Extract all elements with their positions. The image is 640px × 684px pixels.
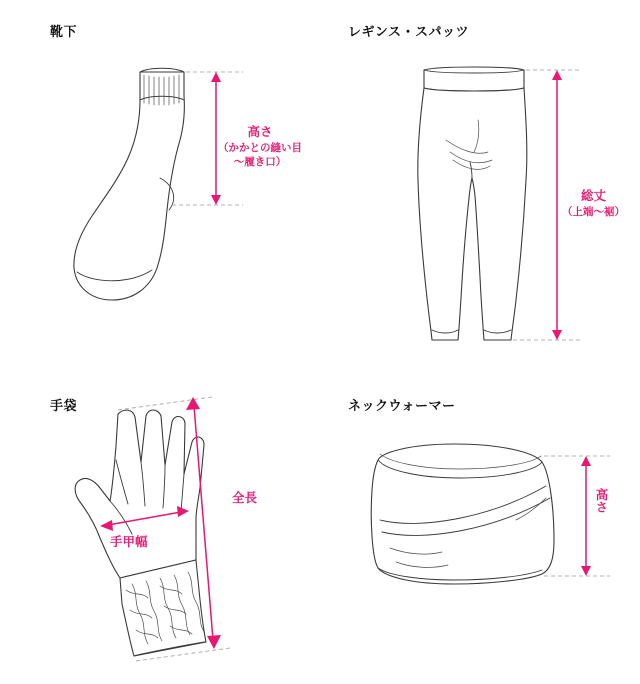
- panel-title-socks: 靴下: [50, 24, 78, 39]
- gloves-width-label: 手甲幅: [110, 535, 148, 549]
- socks-illustration: [0, 0, 320, 370]
- leggings-illustration: [320, 0, 640, 370]
- gloves-length-label: 全長: [232, 491, 258, 505]
- panel-leggings: [320, 0, 640, 370]
- leggings-length-label-sub1: （上端〜裾）: [562, 205, 625, 218]
- socks-height-label-sub2: 〜履き口）: [233, 156, 287, 169]
- socks-height-label-sub1: （かかとの縫い目: [218, 141, 302, 154]
- leggings-length-label-main: 総丈: [580, 189, 606, 203]
- panel-title-neckwarmer: ネックウォーマー: [348, 398, 456, 413]
- panel-title-leggings: レギンス・スパッツ: [348, 24, 469, 39]
- panel-socks: [0, 0, 320, 370]
- neckwarmer-height-arrow: [581, 456, 591, 576]
- socks-height-label-main: 高さ: [247, 125, 273, 139]
- neckwarmer-illustration: [320, 370, 640, 684]
- leggings-length-label: [562, 188, 625, 219]
- panel-neckwarmer: [320, 370, 640, 684]
- panel-gloves: [0, 370, 320, 684]
- leggings-length-arrow: [552, 70, 562, 340]
- neckwarmer-height-label: 高さ: [593, 488, 608, 513]
- socks-height-label: [218, 124, 302, 169]
- gloves-illustration: [0, 370, 320, 684]
- panel-title-gloves: 手袋: [50, 398, 78, 413]
